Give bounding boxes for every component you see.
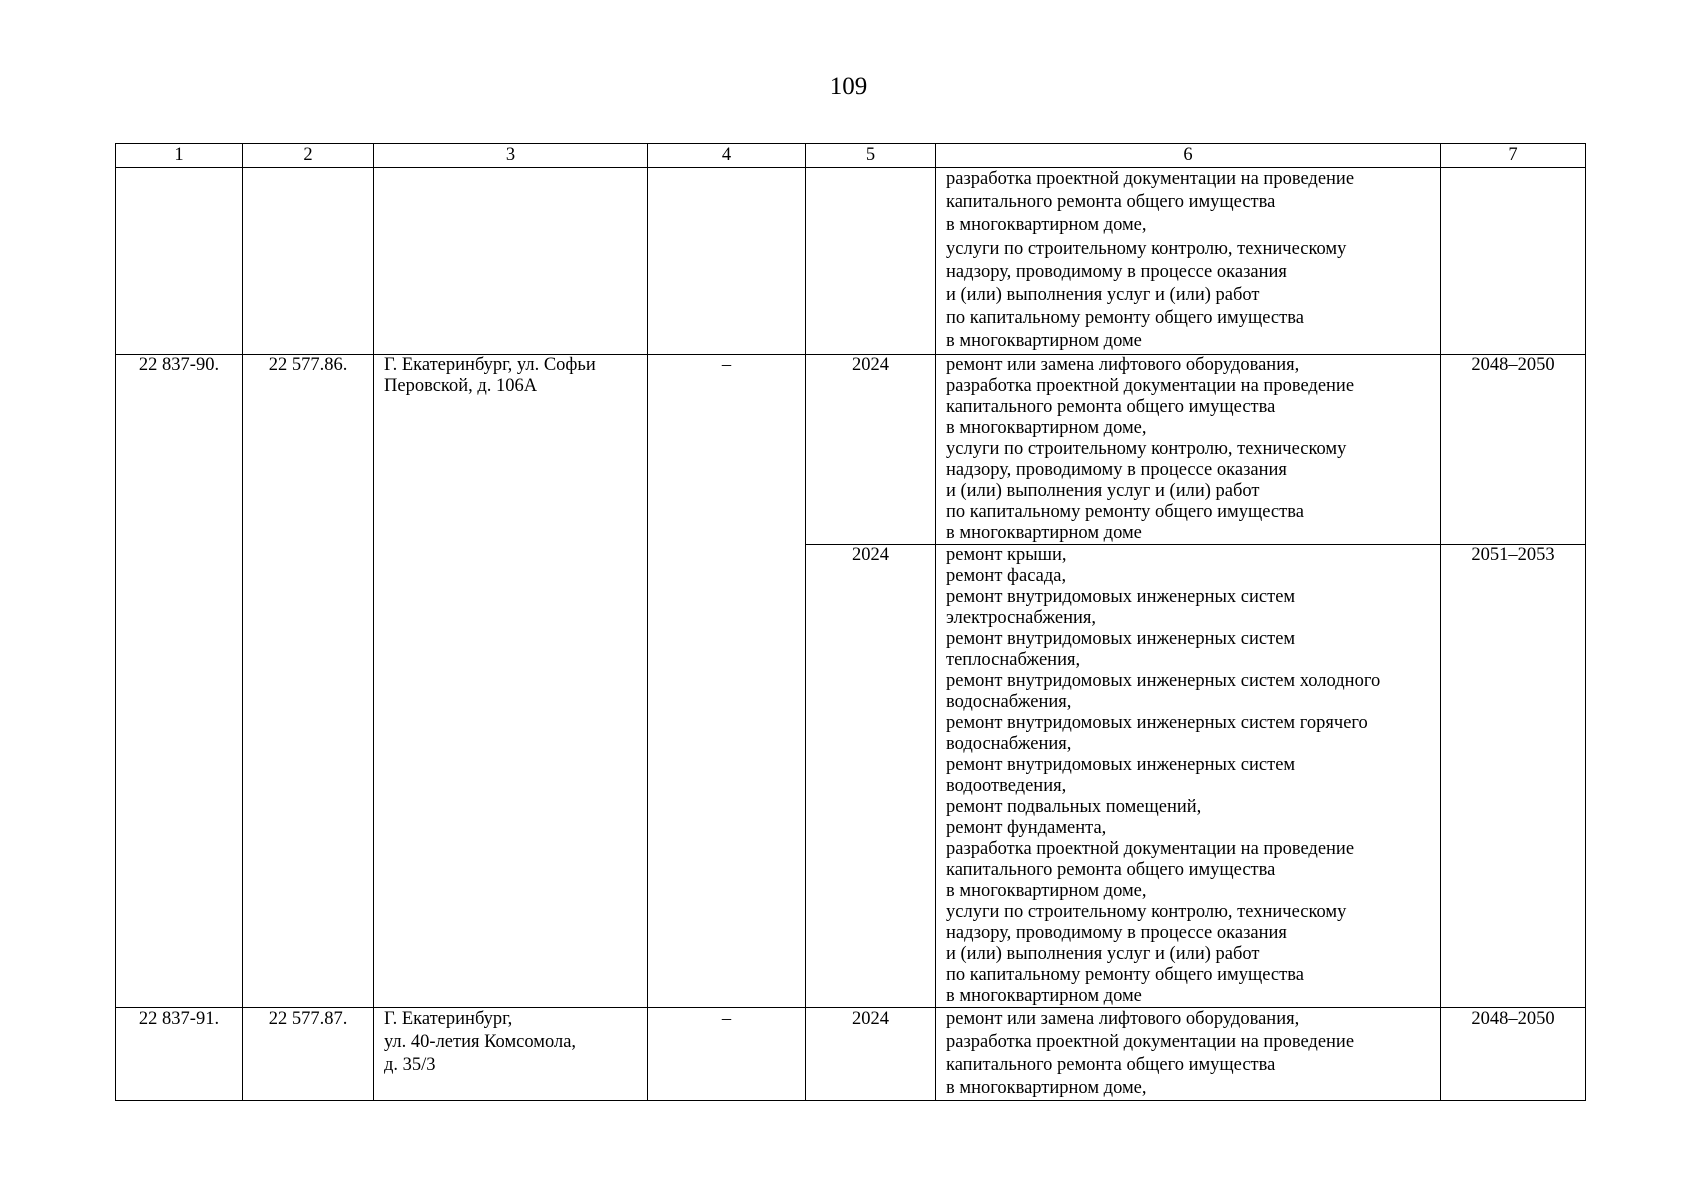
- cell-address: [374, 354, 648, 1007]
- cell-year: [806, 168, 936, 355]
- works-text: ремонт или замена лифтового оборудования, разработка проектной документации на проведение капитального ремонта общего имущества в многоквартирном доме,: [946, 1008, 1355, 1099]
- cell-period: 2048–2050: [1441, 1007, 1586, 1101]
- header-row: [116, 144, 1586, 168]
- cell-year: 2024: [806, 1007, 936, 1101]
- cell-col4: [648, 168, 806, 355]
- address-text: Г. Екатеринбург, ул. 40-летия Комсомола, д. 35/3: [384, 1008, 577, 1076]
- header-col-4: 4: [648, 144, 806, 168]
- cell-year: 2024: [806, 354, 936, 544]
- table-row-continuation: [116, 168, 1586, 355]
- cell-num: [116, 168, 243, 355]
- header-col-6: 6: [936, 144, 1441, 168]
- address-text: Г. Екатеринбург, ул. Софьи Перовской, д. 106А: [384, 354, 596, 396]
- header-col-2: 2: [243, 144, 374, 168]
- table-row: [116, 354, 1586, 544]
- header-col-7: 7: [1441, 144, 1586, 168]
- cell-works: [936, 1007, 1441, 1101]
- cell-period: 2051–2053: [1441, 544, 1586, 1007]
- cell-works: [936, 168, 1441, 355]
- works-text: разработка проектной документации на проведение капитального ремонта общего имущества в многоквартирном доме, услуги по строительному контролю, техническому надзору, проводимому в процессе оказания и (или) выполнения услуг и (или) работ по капитальному ремонту общего имущества в многоквартирном доме: [946, 169, 1355, 352]
- cell-id: 22 577.86.: [243, 354, 374, 1007]
- works-text: ремонт или замена лифтового оборудования, разработка проектной документации на проведение капитального ремонта общего имущества в многоквартирном доме, услуги по строительному контролю, техническому надзору, проводимому в процессе оказания и (или) выполнения услуг и (или) работ по капитальному ремонту общего имущества в многоквартирном доме: [946, 354, 1355, 543]
- cell-num: 22 837-90.: [116, 354, 243, 1007]
- page-number: 109: [829, 73, 868, 100]
- cell-works: [936, 354, 1441, 544]
- cell-address: [374, 168, 648, 355]
- cell-period: [1441, 168, 1586, 355]
- header-col-3: 3: [374, 144, 648, 168]
- header-col-1: 1: [116, 144, 243, 168]
- cell-col4: –: [648, 354, 806, 1007]
- cell-id: [243, 168, 374, 355]
- cell-year: 2024: [806, 544, 936, 1007]
- cell-col4: –: [648, 1007, 806, 1101]
- cell-num: 22 837-91.: [116, 1007, 243, 1101]
- table-row: [116, 1007, 1586, 1101]
- cell-address: [374, 1007, 648, 1101]
- cell-period: 2048–2050: [1441, 354, 1586, 544]
- header-col-5: 5: [806, 144, 936, 168]
- cell-id: 22 577.87.: [243, 1007, 374, 1101]
- cell-works: [936, 544, 1441, 1007]
- works-text: ремонт крыши, ремонт фасада, ремонт внутридомовых инженерных систем электроснабжения, ремонт внутридомовых инженерных систем теплоснабжения, ремонт внутридомовых инженерных систем холодного водоснабжения, ремонт внутридомовых инженерных систем горячего водоснабжения, ремонт внутридомовых инженерных систем водоотведения, ремонт подвальных помещений, ремонт фундамента, разработка проектной документации на проведение капитального ремонта общего имущества в многоквартирном доме, услуги по строительному контролю, техническому надзору, проводимому в процессе оказания и (или) выполнения услуг и (или) работ по капитальному ремонту общего имущества в многоквартирном доме: [946, 544, 1381, 1006]
- capital-repair-table: [115, 143, 1586, 1101]
